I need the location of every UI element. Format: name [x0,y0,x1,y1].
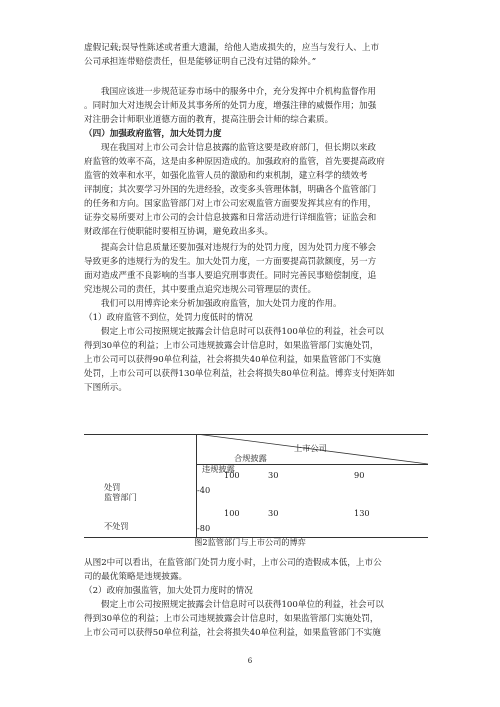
text-line: 公司承担连带赔偿责任，但是能够证明自己没有过错的除外。” [84,57,317,67]
payoff-value: -80 [197,523,211,533]
section-heading: （四）加强政府监管，加大处罚力度 [84,129,222,139]
payoff-value: 90 [354,470,365,480]
text-line: 。同时加大对违规会计师及其事务所的处罚力度，增强注律的威慑作用；加强 [84,101,377,111]
row-player-label: 监管部门 [104,492,137,502]
text-line: 证券交易所要对上市公司的会计信息披露和日常活动进行详细监管；证监会和 [84,213,377,223]
text-line: 导致更多的违规行为的发生。加大处罚力度，一方面要提高罚款额度，另一方 [84,257,377,267]
column-player-label: 上市公司 [294,443,327,453]
text-line: 假定上市公司按照规定披露会计信息时可以获得100单位的利益，社会可以 [101,327,384,337]
subheading: （1）政府监管不到位，处罚力度低时的情况 [84,313,253,323]
text-line: 下图所示。 [84,383,127,393]
text-line: 上市公司可以获得90单位利益，社会将损失40单位利益，如果监管部门不实施 [84,355,381,365]
text-line: 处罚，上市公司可以获得130单位利益，社会将损失80单位利益。博弈支付矩阵如 [84,369,395,379]
text-line: 监管的效率和水平，如强化监管人员的激励和约束机制，建立科学的绩效考 [84,171,368,181]
payoff-matrix [84,434,428,538]
text-line: 得到30单位的利益；上市公司违规披露会计信息时，如果监管部门实施处罚， [84,614,379,624]
subheading: （2）政府加强监管，加大处罚力度时的情况 [84,586,253,596]
text-line: 我国应该进一步规范证券市场中的服务中介，充分发挥中介机构监督作用 [101,87,377,97]
payoff-value: -40 [197,485,211,495]
text-line: 面对造成严重不良影响的当事人要追究刑事责任。同时完善民事赔偿制度，追 [84,271,377,281]
text-line: 对注册会计师职业道德方面的教育，提高注册会计师的综合素质。 [84,115,334,125]
text-line: 财政部在行使职能时要相互协调，避免政出多头。 [84,227,274,237]
column-violation-label: 违规披露 [202,464,235,474]
row-no-penalty-label: 不处罚 [104,521,129,531]
text-line: 的任务和方向。国家监管部门对上市公司宏观监管方面要发挥其应有的作用， [84,199,377,209]
payoff-value: 100 [224,470,240,480]
payoff-value: 30 [268,508,279,518]
payoff-value: 30 [268,470,279,480]
payoff-value: 100 [224,508,240,518]
page-number: 6 [247,657,253,665]
text-line: 府监管的效率不高，这是由多种原因造成的。加强政府的监管，首先要提高政府 [84,157,385,167]
row-penalty-label: 处罚 [104,482,121,492]
text-line: 得到30单位的利益；上市公司违规披露会计信息时，如果监管部门实施处罚， [84,341,379,351]
text-line: 提高会计信息质量还要加强对违规行为的处罚力度，因为处罚力度不够会 [101,243,377,253]
column-compliant-label: 合规披露 [234,453,267,463]
text-line: 究违规公司的责任，其中要重点追究违规公司管理层的责任。 [84,285,317,295]
text-line: 从图2中可以看出，在监管部门处罚力度小时，上市公司的造假成本低，上市公 [84,558,382,568]
payoff-value: 130 [354,508,370,518]
text-line: 虚假记载;误导性陈述或者重大遗漏，给他人造成损失的，应当与发行人、上市 [84,43,380,53]
text-line: 我们可以用博弈论来分析加强政府监管，加大处罚力度的作用。 [101,299,342,309]
figure-caption: 图2监管部门与上市公司的博弈 [194,537,306,547]
text-line: 现在我国对上市公司会计信息披露的监管这要是政府部门，但长期以来政 [101,143,377,153]
text-line: 上市公司可以获得50单位利益，社会将损失40单位利益，如果监管部门不实施 [84,628,381,638]
text-line: 评制度；其次要学习外国的先进经验，改变多头管理体制，明确各个监管部门 [84,185,377,195]
text-line: 司的最优策略是违规披露。 [84,572,188,582]
text-line: 假定上市公司按照规定披露会计信息时可以获得100单位的利益，社会可以 [101,600,384,610]
